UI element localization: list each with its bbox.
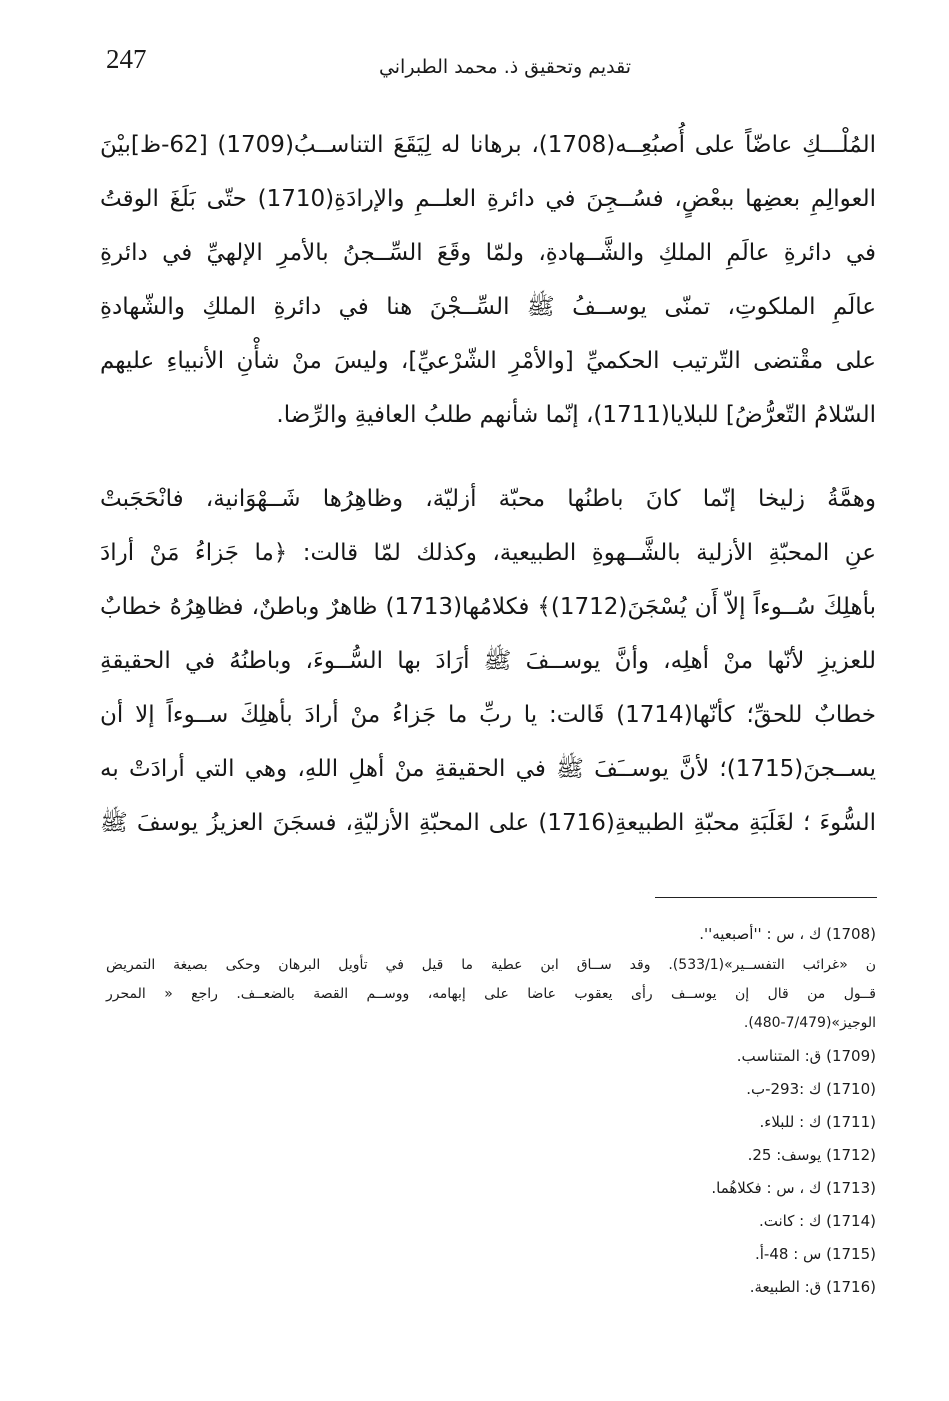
footnote-1712: (1712) يوسف: 25. <box>747 1146 876 1164</box>
main-text <box>100 118 876 850</box>
text-line: السّلامُ التّعرُّضُ] للبلايا(1711)، إنّما شأنهم طلبُ العافيةِ والرِّضا. <box>276 402 876 428</box>
text-line: العوالِمِ بعضِها ببعْضٍ، فسُــجِنَ في دائرةِ العلــمِ والإرادَةِ(1710) حتّى بَلَغَ الوقتُ <box>100 186 876 212</box>
running-header: تقديم وتحقيق ذ. محمد الطبراني <box>378 56 631 78</box>
footnote-1708-text: (1708) ك ، س : ''أصبعيه''. <box>699 925 876 943</box>
footnote-1715: (1715) س : 48-أ. <box>754 1245 876 1263</box>
paragraph-2 <box>100 472 876 850</box>
paragraph-1 <box>100 118 876 442</box>
footnote-1708-note-line: ن «غرائب التفســير»(533/1). وقد ســاق ابن عطية ما قيل في تأويل البرهان وحكى بصيغة التمريض <box>106 957 876 973</box>
text-line: عنِ المحبّةِ الأزلية بالشَّــهوةِ الطبيعية، وكذلك لمّا قالت: ﴿ما جَزاءُ مَنْ أرادَ <box>100 540 876 566</box>
text-line: السُّوءَ ؛ لغَلَبَةِ محبّةِ الطبيعةِ(1716) على المحبّةِ الأزليّةِ، فسجَنَ العزيزُ يوسفَ ﷺ <box>100 810 876 836</box>
footnote-1708 <box>106 918 876 1038</box>
footnote-separator <box>655 897 877 898</box>
text-line: في دائرةِ عالَمِ الملكِ والشَّــهادةِ، ولمّا وقَعَ السِّــجنُ بالأمرِ الإلهيِّ في دائرةِ <box>100 240 876 266</box>
footnote-1711: (1711) ك : للبلاء. <box>759 1113 876 1131</box>
text-line: بأهلِكَ سُــوءاً إلاّ أَن يُسْجَنَ(1712)﴾ فكلامُها(1713) ظاهرٌ وباطنٌ، فظاهِرُهُ خطابٌ <box>100 594 876 620</box>
text-line: خطابٌ للحقِّ؛ كأنّها(1714) قَالت: يا ربِّ ما جَزاءُ منْ أرادَ بأهلِكَ ســوءاً إلا أن <box>100 702 876 728</box>
text-line: يســجنَ(1715)؛ لأنَّ يوســَفَ ﷺ في الحقيقةِ منْ أهلِ اللهِ، وهي التي أرادَتْ به <box>100 756 876 782</box>
page-number: 247 <box>106 44 147 74</box>
footnote-1714: (1714) ك : كانت. <box>758 1212 876 1230</box>
footnotes <box>106 918 876 1304</box>
footnote-1708-note-line: الوجيز»(7/479-480). <box>743 1015 876 1031</box>
text-line: المُلْـــكِ عاضّاً على أُصبُعِــه(1708)، برهانا له لِيَقَعَ التناســبُ(1709) [62-ظ]بيْنَ <box>100 132 876 158</box>
text-line: عالَمِ الملكوتِ، تمنّى يوســفُ ﷺ السِّــجْنَ هنا في دائرةِ الملكِ والشّهادةِ <box>100 294 876 320</box>
text-line: وهمَّةُ زليخا إنّما كانَ باطنُها محبّة أزليّة، وظاهِرُها شَــهْوَانية، فانْحَجَبتْ <box>100 486 876 512</box>
footnote-1716: (1716) ق: الطبيعة. <box>749 1278 876 1296</box>
footnote-1708-note-line: قــول من قال إن يوســف رأى يعقوب عاضا على إبهامه، ووســم القصة بالضعــف. راجع « المحرر <box>106 986 876 1002</box>
footnote-1710: (1710) ك :293-ب. <box>746 1080 876 1098</box>
footnote-1713: (1713) ك ، س : فكلاهُما. <box>711 1179 876 1197</box>
footnote-1709: (1709) ق: المتناسب. <box>736 1047 876 1065</box>
text-line: للعزيزِ لأنّها منْ أهلِه، وأنَّ يوســفَ ﷺ أرَادَ بها السُّــوءَ، وباطنُهُ في الحقيقةِ <box>100 648 876 674</box>
text-line: على مقْتضى التّرتيب الحكميِّ [والأمْرِ الشّرْعيِّ]، وليسَ منْ شأْنِ الأنبياءِ عليهم <box>100 348 876 374</box>
